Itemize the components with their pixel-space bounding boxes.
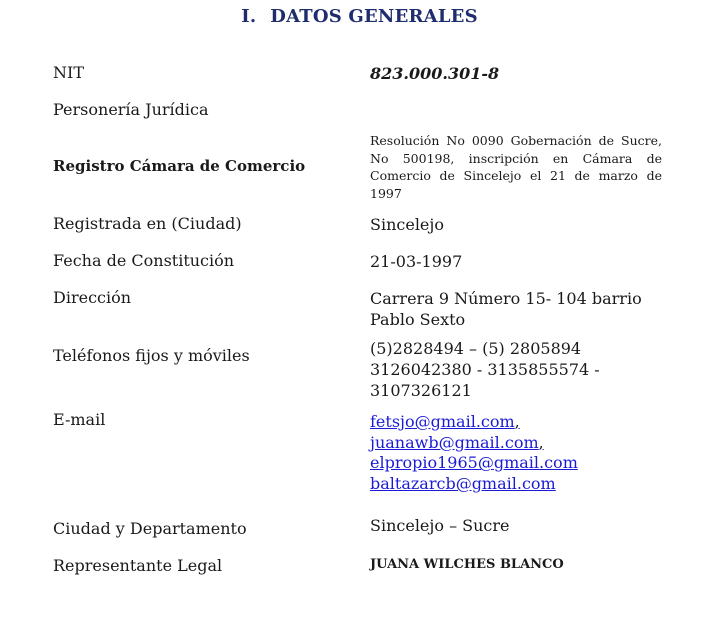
label-ciudad-departamento: Ciudad y Departamento xyxy=(53,519,247,538)
direccion-line: Carrera 9 Número 15- 104 barrio xyxy=(370,289,642,308)
label-nit: NIT xyxy=(53,63,84,82)
value-ciudad-registro: Sincelejo xyxy=(370,215,444,234)
label-email: E-mail xyxy=(53,410,106,429)
telefono-line: 3126042380 - 3135855574 - xyxy=(370,360,600,379)
email-link[interactable]: baltazarcb@gmail.com xyxy=(370,474,556,494)
value-fecha-constitucion: 21-03-1997 xyxy=(370,252,463,271)
label-ciudad-registro: Registrada en (Ciudad) xyxy=(53,214,242,233)
email-separator: , xyxy=(514,412,520,431)
label-telefonos: Teléfonos fijos y móviles xyxy=(53,346,250,365)
value-registro-camara: Resolución No 0090 Gobernación de Sucre, No 500198, inscripción en Cámara de Comercio de Sincelejo el 21 de marzo de 1997 xyxy=(370,133,662,201)
label-personeria-juridica: Personería Jurídica xyxy=(53,100,209,119)
value-ciudad-departamento: Sincelejo – Sucre xyxy=(370,516,510,535)
email-link[interactable]: elpropio1965@gmail.com xyxy=(370,453,578,473)
value-direccion xyxy=(370,288,662,330)
label-registro-camara: Registro Cámara de Comercio xyxy=(53,157,306,175)
label-representante-legal: Representante Legal xyxy=(53,556,223,575)
value-emails xyxy=(370,412,662,495)
label-direccion: Dirección xyxy=(53,288,132,307)
value-representante-legal: JUANA WILCHES BLANCO xyxy=(370,557,564,572)
email-link[interactable]: juanawb@gmail.com xyxy=(370,432,539,452)
telefono-line: 3107326121 xyxy=(370,381,472,400)
section-number: I. xyxy=(241,6,257,27)
email-separator: , xyxy=(538,432,544,452)
direccion-line: Pablo Sexto xyxy=(370,310,466,329)
telefono-line: (5)2828494 – (5) 2805894 xyxy=(370,339,582,358)
email-link[interactable]: fetsjo@gmail.com xyxy=(370,412,515,431)
section-title: DATOS GENERALES xyxy=(270,6,478,27)
label-fecha-constitucion: Fecha de Constitución xyxy=(53,251,235,270)
value-telefonos xyxy=(370,338,662,401)
value-nit: 823.000.301-8 xyxy=(370,64,500,83)
section-heading xyxy=(0,6,719,27)
